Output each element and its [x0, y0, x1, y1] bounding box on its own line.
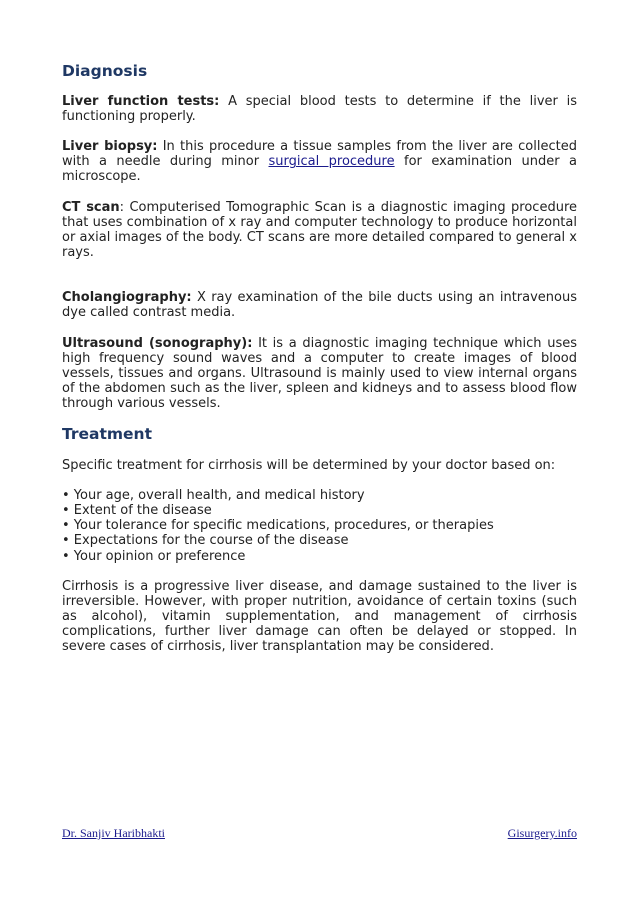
treatment-intro: Specific treatment for cirrhosis will be determined by your doctor based on: [62, 457, 556, 473]
list-item: • Your tolerance for specific medications, procedures, or therapies [62, 518, 494, 534]
cholangiography-paragraph [62, 290, 577, 320]
treatment-closing-paragraph: Cirrhosis is a progressive liver disease, and damage sustained to the liver is irreversible. However, with proper nutrition, avoidance of certain toxins (such as alcohol), vitamin supplementation, and management of cirrhosis complications, further liver damage can often be delayed or stopped. In severe cases of cirrhosis, liver transplantation may be considered. [62, 578, 577, 655]
liver-function-tests-paragraph [62, 94, 577, 124]
liver-biopsy-term: Liver biopsy: [62, 139, 158, 155]
list-item: • Expectations for the course of the disease [62, 533, 349, 549]
ultrasound-text: It is a diagnostic imaging technique which uses high frequency sound waves and a computer to create images of blood vessels, tissues and organs. Ultrasound is mainly used to view internal organs of the abdomen such as the liver, spleen and kidneys and to assess blood flow through various vessels. [62, 335, 577, 411]
diagnosis-heading: Diagnosis [62, 62, 148, 80]
list-item: • Your opinion or preference [62, 548, 246, 564]
cholangiography-text: X ray examination of the bile ducts using an intravenous dye called contrast media. [62, 290, 577, 321]
ultrasound-term: Ultrasound (sonography): [62, 335, 253, 351]
liver-biopsy-text-after: for examination under a microscope. [62, 154, 578, 185]
document-page [62, 58, 577, 654]
cholangiography-term: Cholangiography: [62, 290, 192, 306]
list-item: • Your age, overall health, and medical history [62, 488, 365, 504]
liver-biopsy-paragraph [62, 139, 577, 184]
ultrasound-paragraph [62, 336, 577, 411]
treatment-factors-list [62, 488, 577, 563]
footer-site-link[interactable]: Gisurgery.info [507, 826, 577, 840]
treatment-heading: Treatment [62, 424, 153, 443]
list-item: • Extent of the disease [62, 503, 212, 519]
liver-function-tests-text: A special blood tests to determine if the liver is functioning properly. [62, 94, 577, 125]
ct-scan-paragraph [62, 200, 577, 260]
footer-author-link[interactable]: Dr. Sanjiv Haribhakti [62, 826, 165, 840]
liver-biopsy-text-before: In this procedure a tissue samples from the liver are collected with a needle during minor [62, 139, 577, 170]
ct-scan-text: : Computerised Tomographic Scan is a diagnostic imaging procedure that uses combination of x ray and computer technology to produce horizontal or axial images of the body. CT scans are more detailed compared to general x rays. [62, 199, 577, 260]
ct-scan-term: CT scan [62, 199, 120, 215]
surgical-procedure-link[interactable]: surgical procedure [268, 154, 395, 170]
liver-function-tests-term: Liver function tests: [62, 94, 220, 109]
